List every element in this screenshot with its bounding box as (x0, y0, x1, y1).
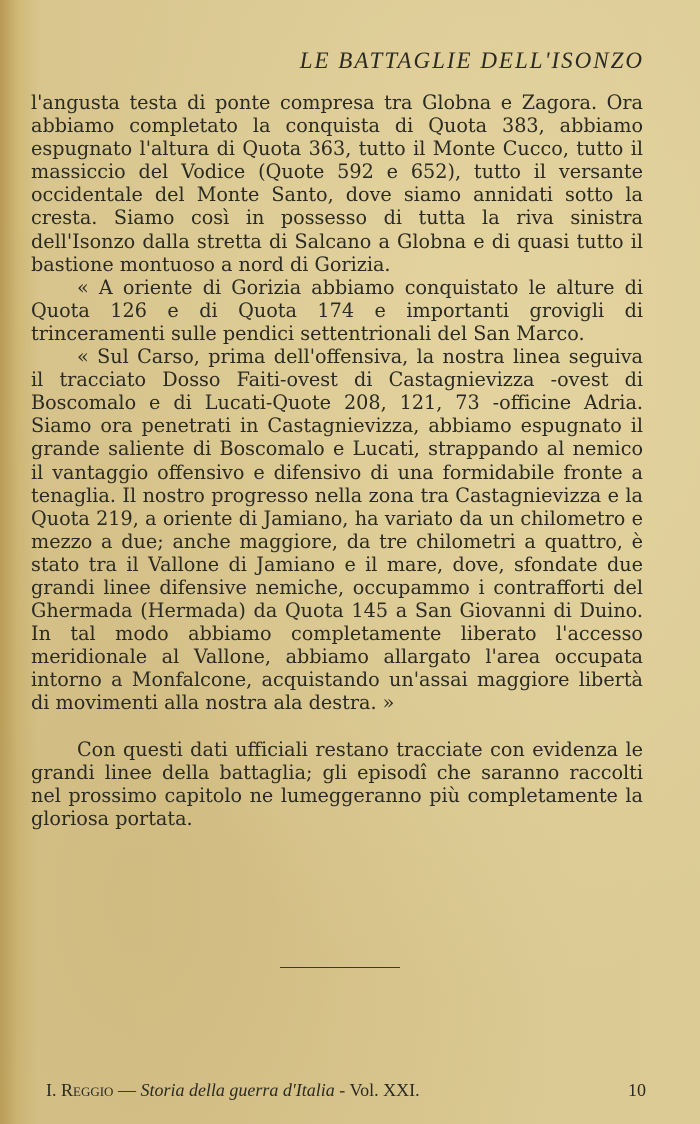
paragraph-conclusion: Con questi dati ufficiali restano tracciate con evidenza le grandi linee della battaglia; gli episodî che saranno raccolti nel prossimo capitolo ne lumeggeranno più completamente la gloriosa portata. (31, 737, 643, 830)
footer-volume: - Vol. XXI. (334, 1080, 420, 1100)
page-number: 10 (628, 1080, 646, 1100)
paragraph-continued: l'angusta testa di ponte compresa tra Globna e Zagora. Ora abbiamo completato la conquista di Quota 383, abbiamo espugnato l'altura di Quota 363, tutto il Monte Cucco, tutto il massiccio del Vodice (Quote 592 e 652), tutto il versante occidentale del Monte Santo, dove siamo annidati sotto la cresta. Siamo così in possesso di tutta la riva sinistra dell'Isonzo dalla stretta di Salcano a Globna e di quasi tutto il bastione montuoso a nord di Gorizia. (31, 91, 643, 276)
footer-separator: — (113, 1080, 141, 1100)
footer-author: I. Reggio (46, 1080, 114, 1100)
body-text (31, 91, 643, 830)
paragraph-carso: « Sul Carso, prima dell'offensiva, la nostra linea seguiva il tracciato Dosso Faiti-ovest di Castagnievizza -ovest di Boscomalo e di Lucati-Quote 208, 121, 73 -officine Adria. Siamo ora penetrati in Castagnievizza, abbiamo espugnato il grande saliente di Boscomalo e Lucati, strappando al nemico il vantaggio offensivo e difensivo di una formidabile fronte a tenaglia. Il nostro progresso nella zona tra Castagnievizza e la Quota 219, a oriente di Jamiano, ha variato da un chilometro e mezzo a due; anche maggiore, da tre chilometri a quattro, è stato tra il Vallone di Jamiano e il mare, dove, sfondate due grandi linee difensive nemiche, occupammo i contrafforti del Ghermada (Hermada) da Quota 145 a San Giovanni di Duino. In tal modo abbiamo completamente liberato l'accesso meridionale al Vallone, abbiamo allargato l'area occupata intorno a Monfalcone, acquistando un'assai maggiore libertà di movimenti alla nostra ala destra. » (31, 345, 643, 715)
running-head-title: LE BATTAGLIE DELL'ISONZO (299, 48, 644, 73)
page-footer (46, 1080, 646, 1101)
paragraph-gorizia-east: « A oriente di Gorizia abbiamo conquistato le alture di Quota 126 e di Quota 174 e importanti grovigli di trinceramenti sulle pendici settentrionali del San Marco. (31, 275, 643, 345)
section-divider-rule (280, 967, 400, 968)
footer-work-title: Storia della guerra d'Italia (140, 1080, 335, 1100)
